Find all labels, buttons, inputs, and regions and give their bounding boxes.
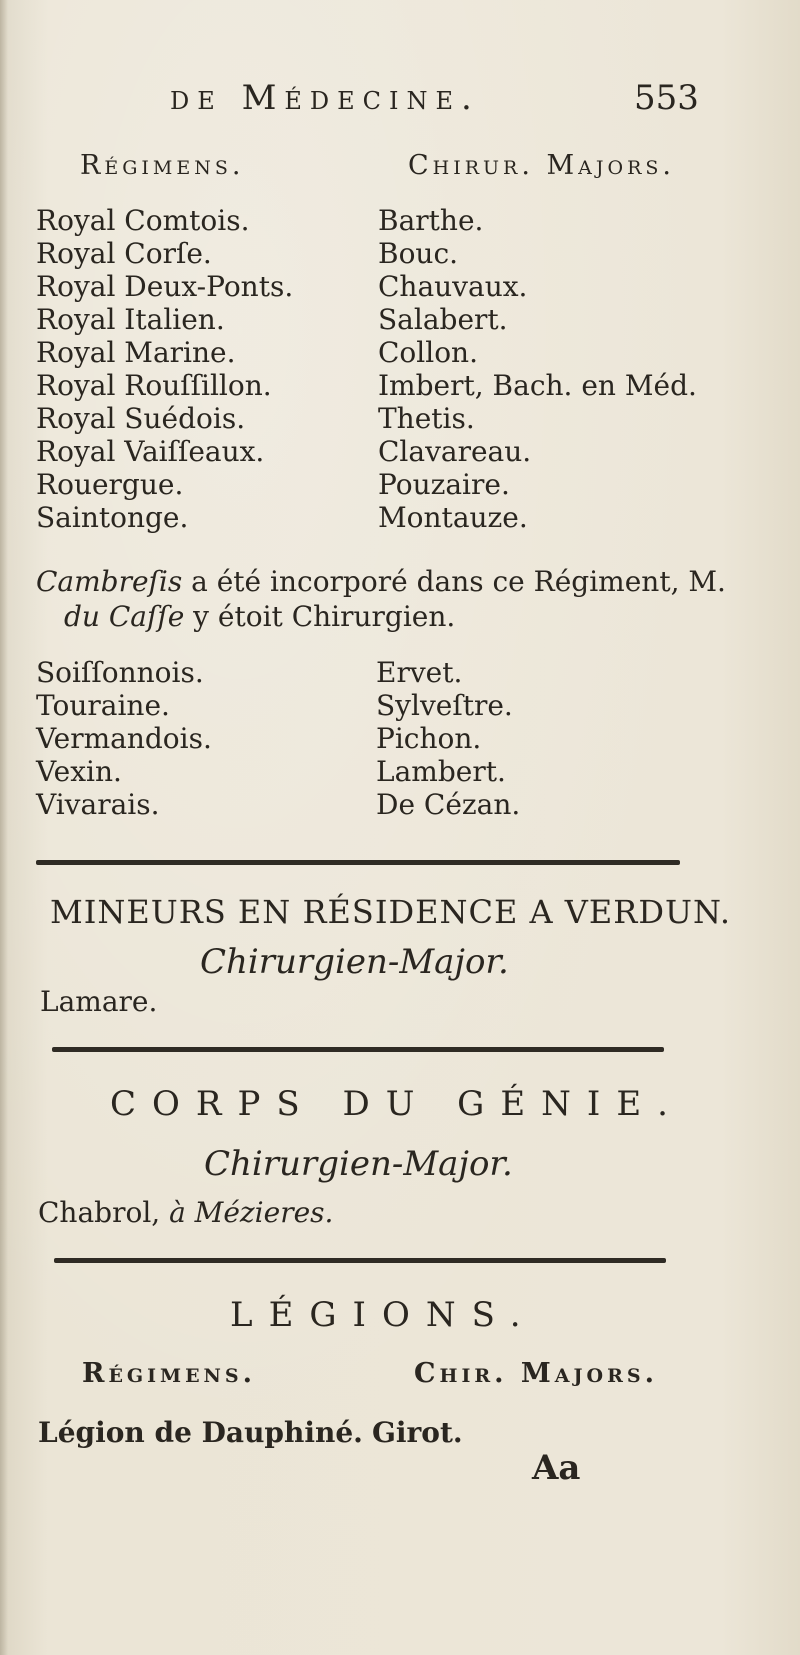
regiment-name: Royal Suédois.	[36, 402, 246, 435]
page-gutter	[0, 0, 8, 1655]
genie-surgeon	[38, 1196, 333, 1229]
surgeon-name: Thetis.	[378, 402, 475, 435]
regiment-name: Royal Vaiſſeaux.	[36, 435, 265, 468]
signature-mark: Aa	[532, 1448, 581, 1488]
page-number: 553	[634, 78, 699, 118]
verdun-surgeon: Lamare.	[40, 985, 158, 1018]
legion-surgeon: Girot.	[372, 1416, 463, 1449]
section-divider	[54, 1258, 666, 1263]
surgeon-name: Pouzaire.	[378, 468, 510, 501]
legion-name: Légion de Dauphiné.	[38, 1416, 363, 1449]
section-title-verdun: MINEURS EN RÉSIDENCE A VERDUN.	[50, 893, 732, 931]
regiment-name: Touraine.	[36, 689, 170, 722]
surgeon-name: Lambert.	[376, 755, 506, 788]
regiment-name: Vexin.	[36, 755, 122, 788]
regiment-name: Rouergue.	[36, 468, 184, 501]
section-title-legions: LÉGIONS.	[230, 1295, 537, 1335]
surgeon-list-2	[376, 656, 520, 821]
note-italic-name: Cambreſis	[36, 565, 183, 598]
regiment-name: Vivarais.	[36, 788, 160, 821]
section-subtitle-genie: Chirurgien-Major.	[204, 1144, 513, 1184]
section-subtitle-verdun: Chirurgien-Major.	[200, 942, 509, 982]
regiment-name: Royal Italien.	[36, 303, 225, 336]
surgeon-name: De Cézan.	[376, 788, 521, 821]
section-divider	[52, 1047, 664, 1052]
genie-surgeon-place: à Mézieres.	[169, 1196, 334, 1229]
surgeon-name: Ervet.	[376, 656, 463, 689]
surgeon-name: Barthe.	[378, 204, 484, 237]
section-title-genie: CORPS DU GÉNIE.	[110, 1084, 684, 1124]
surgeon-name: Clavareau.	[378, 435, 532, 468]
surgeon-name: Bouc.	[378, 237, 459, 270]
legions-surgeons-header: Chir. Majors.	[414, 1358, 658, 1389]
regiment-name: Royal Marine.	[36, 336, 236, 369]
surgeon-name: Pichon.	[376, 722, 482, 755]
surgeon-name: Collon.	[378, 336, 478, 369]
genie-surgeon-name: Chabrol,	[38, 1196, 161, 1229]
regiment-name: Saintonge.	[36, 501, 189, 534]
regiment-name: Royal Rouſſillon.	[36, 369, 272, 402]
section-divider	[36, 860, 680, 865]
surgeon-list	[378, 204, 697, 534]
surgeons-column-header: Chirur. Majors.	[408, 150, 675, 181]
regiment-list	[36, 204, 293, 534]
regiment-name: Vermandois.	[36, 722, 212, 755]
regiment-list-2	[36, 656, 212, 821]
legions-regiments-header: Régimens.	[82, 1358, 257, 1389]
surgeon-name: Salabert.	[378, 303, 508, 336]
note-line-2	[64, 600, 455, 633]
regiments-column-header: Régimens.	[80, 150, 245, 181]
regiment-name: Royal Corſe.	[36, 237, 212, 270]
note-line-1	[36, 565, 726, 598]
surgeon-name: Imbert, Bach. en Méd.	[378, 369, 697, 402]
surgeon-name: Sylveſtre.	[376, 689, 513, 722]
regiment-name: Soiſſonnois.	[36, 656, 204, 689]
regiment-name: Royal Deux-Ponts.	[36, 270, 294, 303]
note-text: a été incorporé dans ce Régiment, M.	[182, 565, 726, 598]
surgeon-name: Montauze.	[378, 501, 528, 534]
running-title: de Médecine.	[170, 78, 480, 118]
note-italic-name: du Caſſe	[64, 600, 185, 633]
note-text: y étoit Chirurgien.	[184, 600, 456, 633]
surgeon-name: Chauvaux.	[378, 270, 528, 303]
regiment-name: Royal Comtois.	[36, 204, 250, 237]
